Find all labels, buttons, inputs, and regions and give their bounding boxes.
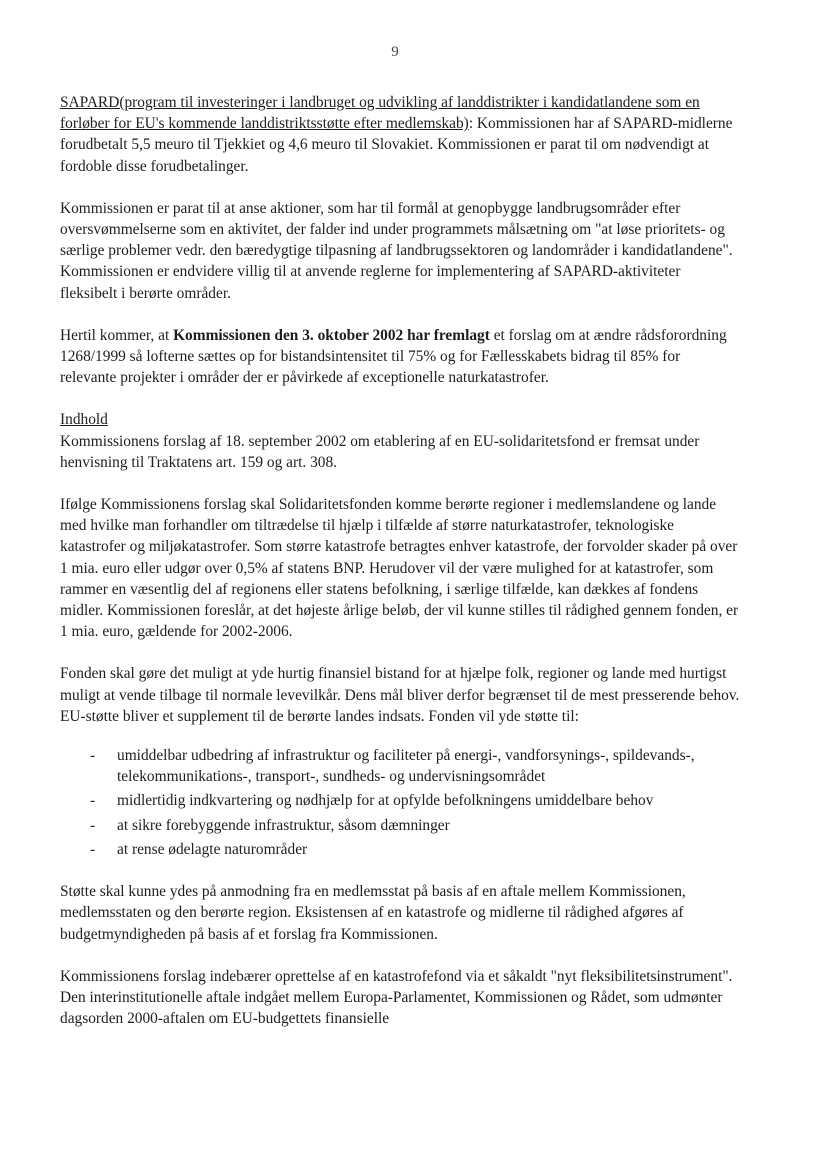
document-body (60, 92, 740, 1050)
paragraph-reconstruction: Kommissionen er parat til at anse aktioner, som har til formål at genopbygge landbrugsområder efter oversvømmelserne som en aktivitet, der falder ind under programmets målsætning om "at løse prioritets- og særlige problemer vedr. den bæredygtige tilpasning af landbrugssektoren og landområder i kandidatlandene". Kommissionen er endvidere villig til at anvende reglerne for implementering af SAPARD-aktiviteter fleksibelt i berørte områder. (60, 199, 733, 302)
support-list (60, 745, 740, 860)
paragraph-sapard (60, 92, 740, 177)
paragraph-proposal (60, 325, 740, 389)
list-item: - at rense ødelagte naturområder (90, 839, 740, 860)
paragraph-commission-proposal: Kommissionens forslag af 18. september 2002 om etablering af en EU-solidaritetsfond er fremsat under henvisning til Traktatens art. 159 og art. 308. (60, 432, 700, 471)
paragraph-fund-purpose: Fonden skal gøre det muligt at yde hurtig finansiel bistand for at hjælpe folk, regioner og lande med hurtigst muligt at vende tilbage til normale levevilkår. Dens mål bliver derfor begrænset til de mest presserende behov. EU-støtte bliver et supplement til de berørte landes indsats. Fonden vil yde støtte til: (60, 665, 740, 725)
sapard-text: : Kommissionen har af SAPARD-midlerne forudbetalt 5,5 meuro til Tjekkiet og 4,6 meuro til Slovakiet. Kommissionen er parat til om nødvendigt at fordoble disse forudbetalinger. (60, 115, 733, 175)
paragraph-support-request: Støtte skal kunne ydes på anmodning fra en medlemsstat på basis af en aftale mellem Kommissionen, medlemsstaten og den berørte region. Eksistensen af en katastrofe og midlerne til rådighed afgøres af budgetmyndigheden på basis af et forslag fra Kommissionen. (60, 883, 686, 943)
page-number: 9 (391, 44, 399, 60)
paragraph-catastrophe-fund: Kommissionens forslag indebærer oprettelse af en katastrofefond via et såkaldt "nyt fleksibilitetsinstrument". Den interinstitutionelle aftale indgået mellem Europa-Parlamentet, Kommissionen og Rådet, som udmønter dagsorden 2000-aftalen om EU-budgettets finansielle (60, 967, 733, 1028)
proposal-bold-text: Kommissionen den 3. oktober 2002 har fremlagt (173, 326, 490, 344)
proposal-text: et forslag om at ændre rådsforordning 1268/1999 så lofterne sættes op for bistandsintensitet til 75% og for Fællesskabets bidrag til 85% for relevante projekter i områder der er påvirkede af exceptionelle naturkatastrofer. (60, 326, 727, 387)
sapard-underlined-text: SAPARD(program til investeringer i landbruget og udvikling af landdistrikter i kandidatlandene som en forløber for EU's kommende landdistriktsstøtte efter medlemskab) (60, 94, 700, 133)
paragraph-solidarity-fund: Ifølge Kommissionens forslag skal Solidaritetsfonden komme berørte regioner i medlemslandene og lande med hvilke man forhandler om tiltrædelse til hjælp i tilfælde af større naturkatastrofer, teknologiske katastrofer og miljøkatastrofer. Som større katastrofe betragtes enhver katastrofe, der forvolder skader på over 1 mia. euro eller udgør over 0,5% af statens BNP. Herudover vil der være mulighed for at katastrofer, som rammer en væsentlig del af regionens eller statens befolkning, i særlige tilfælde, kan dækkes af fondens midler. Kommissionen foreslår, at det højeste årlige beløb, der vil kunne stilles til rådighed gennem fonden, er 1 mia. euro, gældende for 2002-2006. (60, 496, 739, 641)
proposal-intro: Hertil kommer, at (60, 326, 174, 344)
section-heading-indhold: Indhold (60, 411, 108, 429)
list-item: - umiddelbar udbedring af infrastruktur og faciliteter på energi-, vandforsynings-, spildevands-, telekommunikations-, transport-, sundheds- og undervisningsområdet (90, 745, 740, 787)
list-item: - midlertidig indkvartering og nødhjælp for at opfylde befolkningens umiddelbare behov (90, 790, 740, 811)
list-item: - at sikre forebyggende infrastruktur, såsom dæmninger (90, 815, 740, 836)
